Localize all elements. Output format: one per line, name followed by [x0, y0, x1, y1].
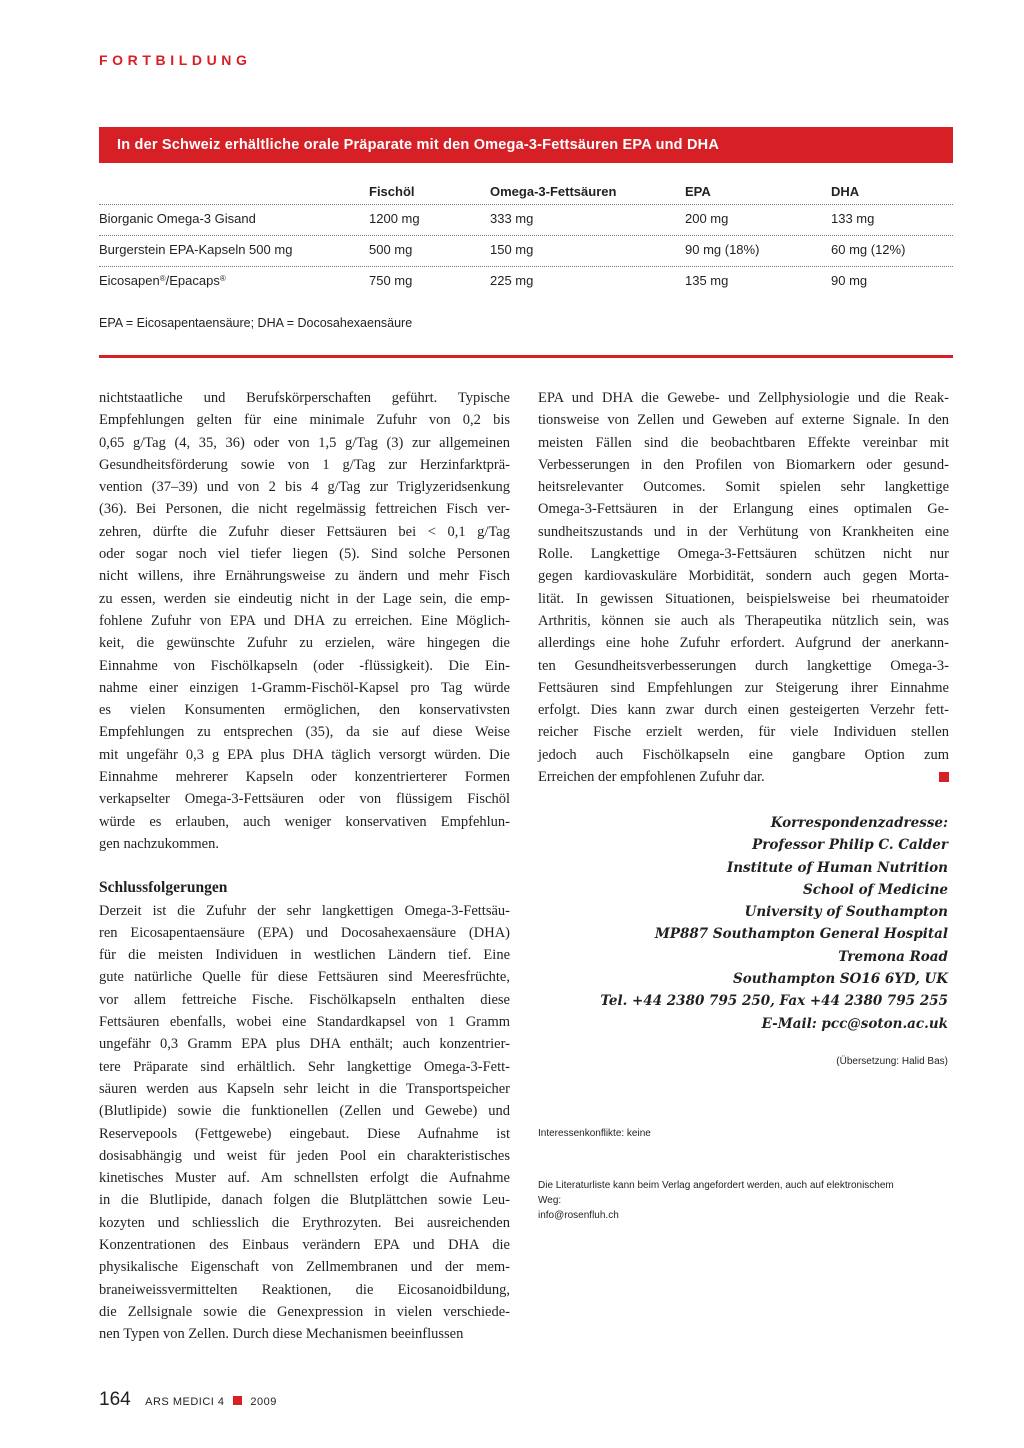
product-name: Eicosapen®/Epacaps® [99, 273, 226, 288]
section-heading: Schlussfolgerungen [99, 879, 228, 897]
omega3-value: 225 mg [490, 273, 534, 288]
text-line: nen Typen von Zellen. Durch diese Mechanismen beeinflussen [99, 1326, 464, 1343]
text-line: (36). Bei Personen, die nicht regelmässig fettreichen Fisch ver- [99, 501, 510, 518]
text-line: gute natürliche Quelle für diese Fettsäuren sind Meeresfrüchte, [99, 969, 510, 986]
address-line: University of Southampton [744, 904, 948, 921]
text-line: Fettsäuren sind Empfehlungen zur Steigerung ihrer Einnahme [538, 679, 949, 696]
table-row [99, 236, 953, 267]
text-line: gegen kardiovaskuläre Morbidität, sondern auch gegen Morta- [538, 568, 949, 585]
journal-year: 2009 [250, 1396, 277, 1408]
address-line: Tremona Road [838, 948, 948, 965]
table-row [99, 205, 953, 236]
address-line: Tel. +44 2380 795 250, Fax +44 2380 795 255 [600, 993, 948, 1010]
text-line: kozyten und schliesslich die Erythrozyten. Bei ausreichenden [99, 1214, 510, 1231]
text-line: reicher Fische erzielt werden, für viele Individuen stellen [538, 724, 949, 741]
text-line: 0,65 g/Tag (4, 35, 36) oder von 1,5 g/Tag (3) zur allgemeinen [99, 434, 510, 451]
epa-value: 200 mg [685, 211, 729, 226]
table-header-row [99, 180, 953, 205]
product-name: Burgerstein EPA-Kapseln 500 mg [99, 242, 293, 257]
address-line: Professor Philip C. Calder [752, 837, 948, 854]
text-line: für die meisten Individuen in westlichen Ländern tief. Eine [99, 947, 510, 964]
text-line: Derzeit ist die Zufuhr der sehr langkettigen Omega-3-Fettsäu- [99, 902, 510, 919]
section-label: FORTBILDUNG [99, 52, 252, 68]
text-line: nicht willens, ihre Ernährungsweise zu ändern und mehr Fisch [99, 568, 510, 585]
epa-value: 135 mg [685, 273, 729, 288]
text-line: meisten Fällen sind die beobachtbaren Effekte vereinbar mit [538, 434, 949, 451]
literature-note-text: Die Literaturliste kann beim Verlag angefordert werden, auch auf elektronischem Weg: [538, 1180, 894, 1206]
paragraph-continued [99, 387, 510, 855]
text-line: physikalische Eigenschaft von Zellmembranen und der mem- [99, 1259, 510, 1276]
text-line: erfolgt. Dies kann zwar durch einen gesteigerten Verzehr fett- [538, 702, 949, 719]
literature-note [538, 1178, 918, 1223]
text-line: gen nachzukommen. [99, 835, 219, 852]
text-line: Verbesserungen in den Profilen von Biomarkern oder gesund- [538, 456, 949, 473]
text-line: Omega-3-Fettsäuren in der Erlangung eines optimalen Ge- [538, 501, 949, 518]
text-line: Gesundheitsförderung sowie von 1 g/Tag zur Herzinfarktprä- [99, 456, 510, 473]
text-line: ren Eicosapentaensäure (EPA) und Docosahexaensäure (DHA) [99, 924, 510, 941]
text-line: Empfehlungen gelten für eine minimale Zufuhr von 0,2 bis [99, 412, 510, 429]
dha-value: 60 mg (12%) [831, 242, 906, 257]
text-line: Fettsäuren ebenfalls, wobei eine Standardkapsel von 1 Gramm [99, 1014, 510, 1031]
literature-email: info@rosenfluh.ch [538, 1210, 619, 1221]
address-line: Southampton SO16 6YD, UK [732, 971, 948, 988]
text-line: vention (37–39) und von 2 bis 4 g/Tag zur Triglyzeridsenkung [99, 479, 510, 496]
text-line: Einnahme von Fischölkapseln (oder -flüssigkeit). Die Ein- [99, 657, 510, 674]
body-column-right [538, 387, 949, 788]
page-footer [99, 1389, 277, 1411]
dha-value: 133 mg [831, 211, 875, 226]
text-line: zehren, dürfte die Zufuhr dieser Fettsäuren bei < 0,1 g/Tag [99, 523, 510, 540]
text-line: keit, die gewünschte Zufuhr zu erzielen, wäre hingegen die [99, 635, 510, 652]
address-line: Institute of Human Nutrition [726, 859, 948, 876]
paragraph-right [538, 387, 949, 788]
text-line: verkapselter Omega-3-Fettsäuren oder von flüssigem Fischöl [99, 791, 510, 808]
body-column-left [99, 387, 510, 1345]
column-header-omega3: Omega-3-Fettsäuren [490, 184, 617, 199]
text-line: säuren werden aus Kapseln sehr leicht in die Transportspeicher [99, 1080, 510, 1097]
text-line: es vielen Konsumenten ermöglichen, den konservativsten [99, 702, 510, 719]
end-of-article-square-icon [939, 772, 949, 782]
text-line: Erreichen der empfohlenen Zufuhr dar. [538, 769, 765, 786]
text-line: jedoch auch Fischölkapseln eine gangbare Option zum [538, 746, 949, 763]
text-line: tionsweise von Zellen und Geweben auf externe Signale. In den [538, 412, 949, 429]
text-line: in die Blutlipide, danach folgen die Blutplättchen sowie Leu- [99, 1192, 510, 1209]
text-line: Empfehlungen zu entsprechen (35), da sie auf diese Weise [99, 724, 510, 741]
correspondence-address [600, 812, 948, 1035]
address-line: MP887 Southampton General Hospital [654, 926, 948, 943]
table-bottom-rule [99, 355, 953, 358]
address-line: School of Medicine [803, 881, 948, 898]
table-footnote: EPA = Eicosapentaensäure; DHA = Docosahexaensäure [99, 316, 413, 330]
text-line: heitsrelevanter Outcomes. Somit spielen sehr langkettige [538, 479, 949, 496]
text-line: oder sogar noch viel tiefer liegen (5). Sind solche Personen [99, 546, 510, 563]
journal-name: ARS MEDICI 4 [145, 1396, 225, 1408]
text-line: dosisabhängig und weist für jeden Pool ein charakteristisches [99, 1147, 510, 1164]
text-line: allerdings eine hohe Zufuhr erfordert. Aufgrund der anerkann- [538, 635, 949, 652]
text-line: kinetisches Muster auf. Am schnellsten erfolgt die Aufnahme [99, 1170, 510, 1187]
address-line: Korrespondenzadresse: [770, 815, 948, 831]
fish-oil-value: 750 mg [369, 273, 413, 288]
fish-oil-value: 1200 mg [369, 211, 420, 226]
text-line: EPA und DHA die Gewebe- und Zellphysiologie und die Reak- [538, 390, 949, 406]
omega3-value: 333 mg [490, 211, 534, 226]
column-header-epa: EPA [685, 184, 711, 199]
text-line: würde es erlauben, auch weniger konservativen Empfehlun- [99, 813, 510, 830]
column-header-fish-oil: Fischöl [369, 184, 415, 199]
table-title: In der Schweiz erhältliche orale Präparate mit den Omega-3-Fettsäuren EPA und DHA [99, 127, 953, 163]
text-line: nichtstaatliche und Berufskörperschaften geführt. Typische [99, 390, 510, 406]
translation-note: (Übersetzung: Halid Bas) [836, 1056, 948, 1067]
text-line: zu essen, werden sie eindeutig nicht in der Lage sein, die emp- [99, 590, 510, 607]
address-line: E-Mail: pcc@soton.ac.uk [761, 1015, 948, 1032]
text-line: ten Gesundheitsverbesserungen durch langkettige Omega-3- [538, 657, 949, 674]
omega3-value: 150 mg [490, 242, 534, 257]
text-line: ungefähr 0,3 Gramm EPA plus DHA enthält; auch konzentrier- [99, 1036, 510, 1053]
product-name: Biorganic Omega-3 Gisand [99, 211, 256, 226]
epa-value: 90 mg (18%) [685, 242, 760, 257]
preparations-table [99, 180, 953, 297]
page-number: 164 [99, 1389, 131, 1410]
text-line: Reservepools (Fettgewebe) eingebaut. Diese Aufnahme ist [99, 1125, 510, 1142]
column-header-dha: DHA [831, 184, 860, 199]
paragraph-conclusions [99, 900, 510, 1346]
text-line: sundheitszustands und in der Verhütung von Krankheiten eine [538, 523, 949, 540]
text-line: tere Präparate sind erhältlich. Sehr langkettige Omega-3-Fett- [99, 1058, 510, 1075]
table-row [99, 267, 953, 297]
text-line: die Zellsignale sowie die Genexpression in vielen verschiede- [99, 1303, 510, 1320]
fish-oil-value: 500 mg [369, 242, 413, 257]
text-line: vor allem fettreiche Fische. Fischölkapseln enthalten diese [99, 991, 510, 1008]
footer-square-icon [233, 1396, 242, 1405]
text-line: braneiweissvermittelten Reaktionen, die Eicosanoidbildung, [99, 1281, 510, 1298]
dha-value: 90 mg [831, 273, 868, 288]
text-line: lität. In gewissen Situationen, beispielsweise bei rheumatoider [538, 590, 949, 607]
text-line: (Blutlipide) sowie die funktionellen (Zellen und Gewebe) und [99, 1103, 510, 1120]
text-line: Rolle. Langkettige Omega-3-Fettsäuren schützen nicht nur [538, 546, 949, 563]
text-line: Arthritis, können sie auch als Therapeutika nützlich sein, was [538, 612, 949, 629]
text-line: Einnahme mehrerer Kapseln oder konzentrierterer Formen [99, 769, 510, 786]
text-line: mit ungefähr 0,3 g EPA plus DHA täglich versorgt würden. Die [99, 746, 510, 763]
conflict-note: Interessenkonflikte: keine [538, 1128, 651, 1139]
text-line: fohlene Zufuhr von EPA und DHA zu erreichen. Eine Möglich- [99, 612, 510, 629]
text-line: nahme einer einzigen 1-Gramm-Fischöl-Kapsel pro Tag würde [99, 679, 510, 696]
text-line: Konzentrationen des Einbaus verändern EPA und DHA die [99, 1236, 510, 1253]
